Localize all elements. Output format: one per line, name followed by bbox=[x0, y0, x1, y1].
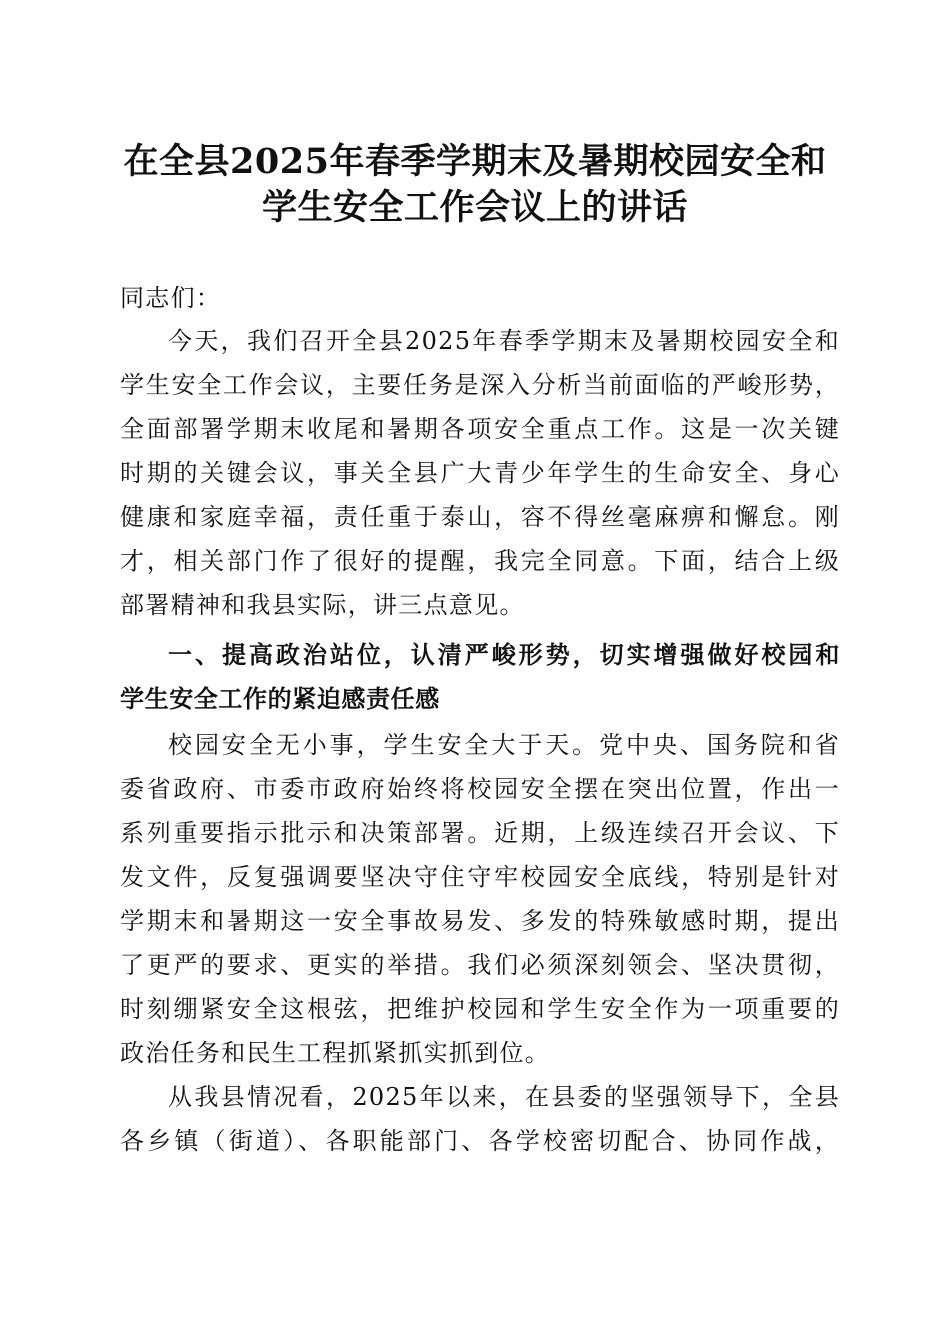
body-line: 健康和家庭幸福，责任重于泰山，容不得丝毫麻痹和懈怠。刚 bbox=[120, 503, 840, 531]
body-line: 委省政府、市委市政府始终将校园安全摆在突出位置，作出一 bbox=[120, 775, 840, 803]
salutation: 同志们： bbox=[120, 284, 222, 312]
body-line: 发文件，反复强调要坚决守住守牢校园安全底线，特别是针对 bbox=[120, 863, 840, 891]
body-line: 时期的关键会议，事关全县广大青少年学生的生命安全、身心 bbox=[120, 459, 840, 487]
body-line: 学生安全工作会议，主要任务是深入分析当前面临的严峻形势， bbox=[120, 371, 840, 399]
body-line: 学期末和暑期这一安全事故易发、多发的特殊敏感时期，提出 bbox=[120, 907, 840, 935]
body-line: 时刻绷紧安全这根弦，把维护校园和学生安全作为一项重要的 bbox=[120, 995, 840, 1023]
body-line: 各乡镇（街道）、各职能部门、各学校密切配合、协同作战， bbox=[120, 1127, 840, 1155]
section-heading-line-1: 一、提高政治站位，认清严峻形势，切实增强做好校园和 bbox=[168, 641, 840, 669]
body-line: 今天，我们召开全县2025年春季学期末及暑期校园安全和 bbox=[168, 327, 840, 355]
document-title-line-2: 学生安全工作会议上的讲话 bbox=[261, 187, 688, 228]
body-line: 政治任务和民生工程抓紧抓实抓到位。 bbox=[120, 1039, 551, 1067]
body-line: 从我县情况看，2025年以来，在县委的坚强领导下，全县 bbox=[168, 1083, 840, 1111]
body-line: 系列重要指示批示和决策部署。近期，上级连续召开会议、下 bbox=[120, 819, 840, 847]
body-line: 校园安全无小事，学生安全大于天。党中央、国务院和省 bbox=[168, 731, 840, 759]
section-heading-line-2: 学生安全工作的紧迫感责任感 bbox=[120, 685, 440, 713]
document-title-line-1: 在全县2025年春季学期末及暑期校园安全和 bbox=[123, 141, 827, 182]
body-line: 才，相关部门作了很好的提醒，我完全同意。下面，结合上级 bbox=[120, 547, 840, 575]
body-line: 全面部署学期末收尾和暑期各项安全重点工作。这是一次关键 bbox=[120, 415, 840, 443]
body-line: 部署精神和我县实际，讲三点意见。 bbox=[120, 591, 525, 619]
body-line: 了更严的要求、更实的举措。我们必须深刻领会、坚决贯彻， bbox=[120, 951, 840, 979]
